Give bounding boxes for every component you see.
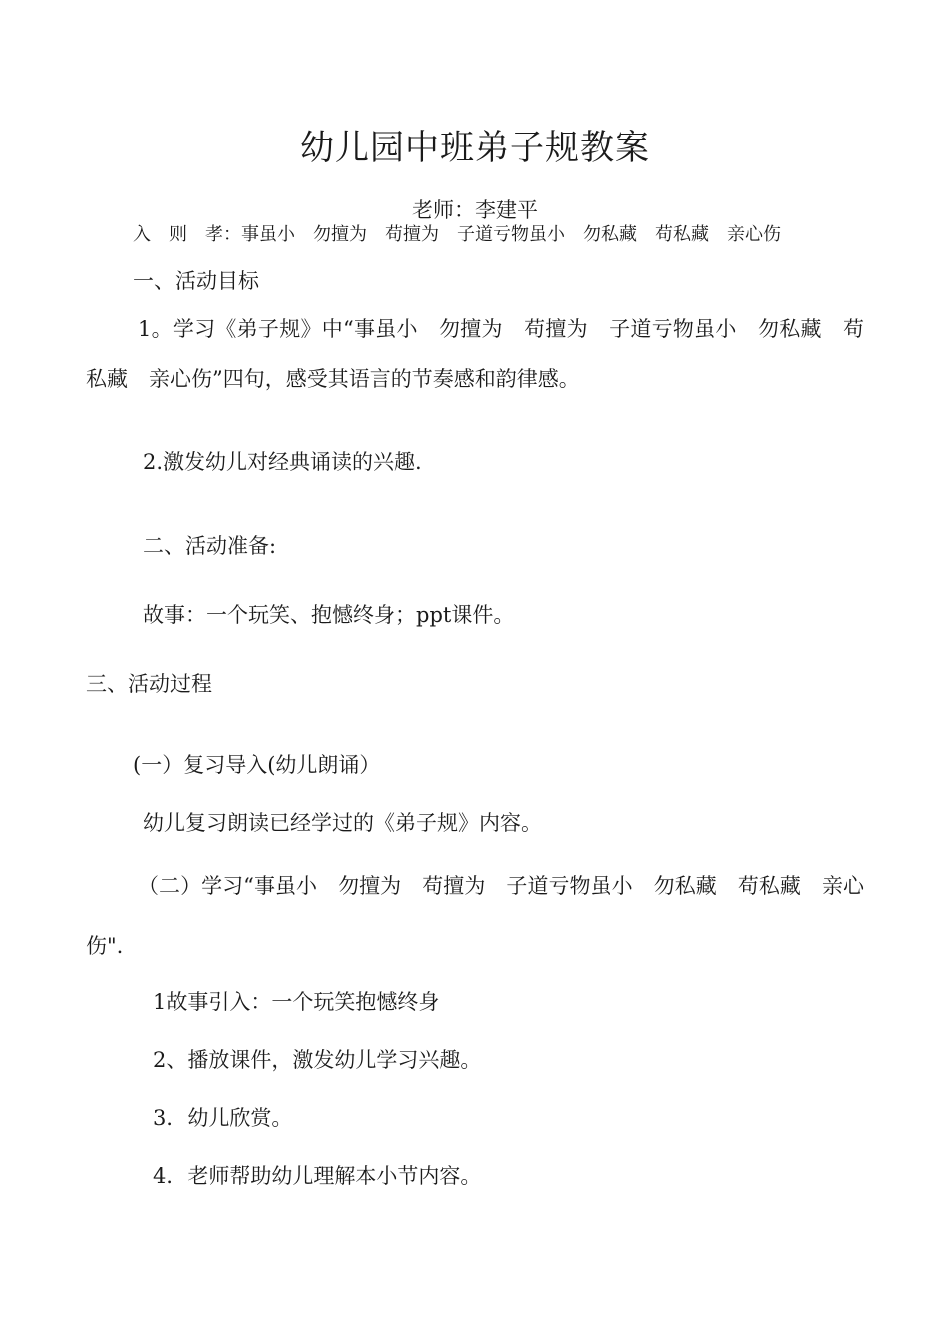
goal-1-paragraph: 1。学习《弟子规》中“事虽小 勿擅为 苟擅为 子道亏物虽小 勿私藏 苟私藏 亲心伤”四句，感受其语言的节奏感和韵律感。 xyxy=(86,317,864,391)
list-item-2: 2、播放课件，激发幼儿学习兴趣。 xyxy=(153,1048,482,1072)
step-1-text: 幼儿复习朗读已经学过的《弟子规》内容。 xyxy=(143,811,542,835)
step-1-heading: (一）复习导入(幼儿朗诵） xyxy=(133,753,381,777)
author-line: 老师：李建平 xyxy=(412,198,538,222)
list-item-3: 3．幼儿欣赏。 xyxy=(153,1106,293,1130)
list-item-1: 1故事引入：一个玩笑抱憾终身 xyxy=(153,990,440,1014)
document-title: 幼儿园中班弟子规教案 xyxy=(300,128,650,168)
verse-line: 入 则 孝：事虽小 勿擅为 苟擅为 子道亏物虽小 勿私藏 苟私藏 亲心伤 xyxy=(133,224,781,245)
process-heading: 三、活动过程 xyxy=(86,672,212,696)
goal-heading: 一、活动目标 xyxy=(133,269,259,293)
prep-text: 故事：一个玩笑、抱憾终身；ppt课件。 xyxy=(143,603,515,627)
prep-heading: 二、活动准备: xyxy=(143,534,277,558)
step-2-paragraph: （二）学习“事虽小 勿擅为 苟擅为 子道亏物虽小 勿私藏 苟私藏 亲心伤". xyxy=(86,874,864,958)
list-item-4: 4．老师帮助幼儿理解本小节内容。 xyxy=(153,1164,482,1188)
goal-2-paragraph: 2.激发幼儿对经典诵读的兴趣. xyxy=(143,450,422,474)
